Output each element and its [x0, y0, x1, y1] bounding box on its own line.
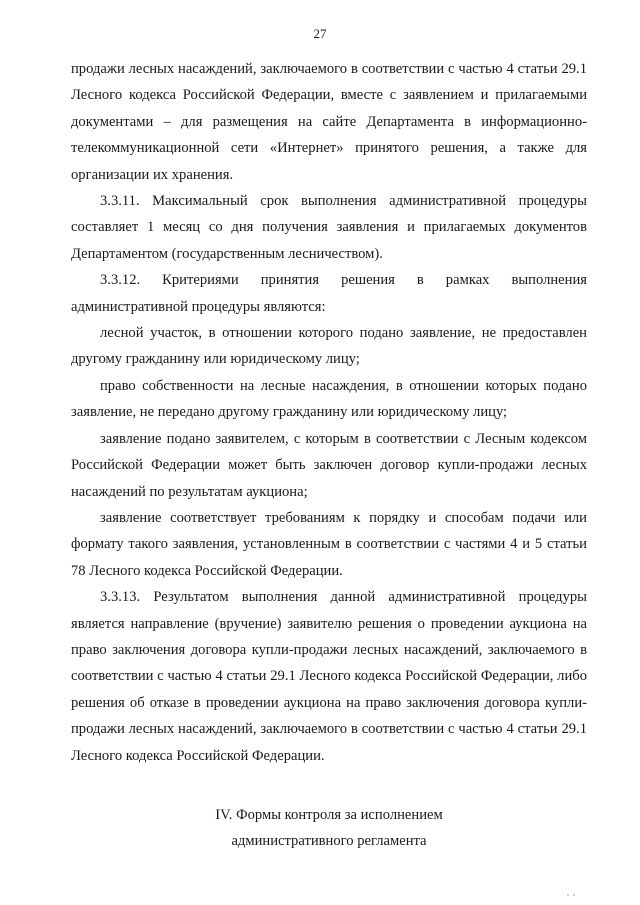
paragraph-criterion-3: заявление подано заявителем, с которым в соответствии с Лесным кодексом Российской Федерации может быть заключен договор купли-продажи лесных насаждений по результатам аукциона; [71, 430, 587, 500]
section-heading-line-2: административного регламента [231, 832, 427, 849]
section-heading-line-1: IV. Формы контроля за исполнением [215, 806, 443, 823]
paragraph-criterion-1: лесной участок, в отношении которого подано заявление, не предоставлен другому гражданину или юридическому лицу; [71, 325, 587, 368]
paragraph-3-3-11: 3.3.11. Максимальный срок выполнения административной процедуры составляет 1 месяц со дня получения заявления и прилагаемых документов Департаментом (государственным лесничеством). [71, 193, 587, 262]
section-heading [71, 802, 587, 854]
paragraph-criterion-4: заявление соответствует требованиям к порядку и способам подачи или формату такого заявления, установленным в соответствии с частями 4 и 5 статьи 78 Лесного кодекса Российской Федерации. [71, 509, 587, 579]
paragraph-criterion-2: право собственности на лесные насаждения, в отношении которых подано заявление, не передано другому гражданину или юридическому лицу; [71, 377, 587, 421]
paragraph-3-3-13: 3.3.13. Результатом выполнения данной административной процедуры является направление (вручение) заявителю решения о проведении аукциона на право заключения договора купли-продажи лесных насаждений, заключаемого в соответствии с частью 4 статьи 29.1 Лесного кодекса Российской Федерации, либо решения об отказе в проведении аукциона на право заключения договора купли-продажи лесных насаждений, заключаемого в соответствии с частью 4 статьи 29.1 Лесного кодекса Российской Федерации. [71, 589, 587, 764]
scan-artifact [567, 894, 581, 897]
paragraph-continued: продажи лесных насаждений, заключаемого в соответствии с частью 4 статьи 29.1 Лесного кодекса Российской Федерации, вместе с заявлением и прилагаемыми документами – для размещения на сайте Департамента в информационно-телекоммуникационной сети «Интернет» принятого решения, а также для организации их хранения. [71, 61, 587, 183]
page-number: 27 [313, 26, 327, 41]
scan-dot [567, 894, 569, 896]
scan-dot [573, 894, 575, 896]
document-body [71, 56, 587, 854]
paragraph-3-3-12: 3.3.12. Критериями принятия решения в рамках выполнения административной процедуры являются: [71, 272, 587, 315]
